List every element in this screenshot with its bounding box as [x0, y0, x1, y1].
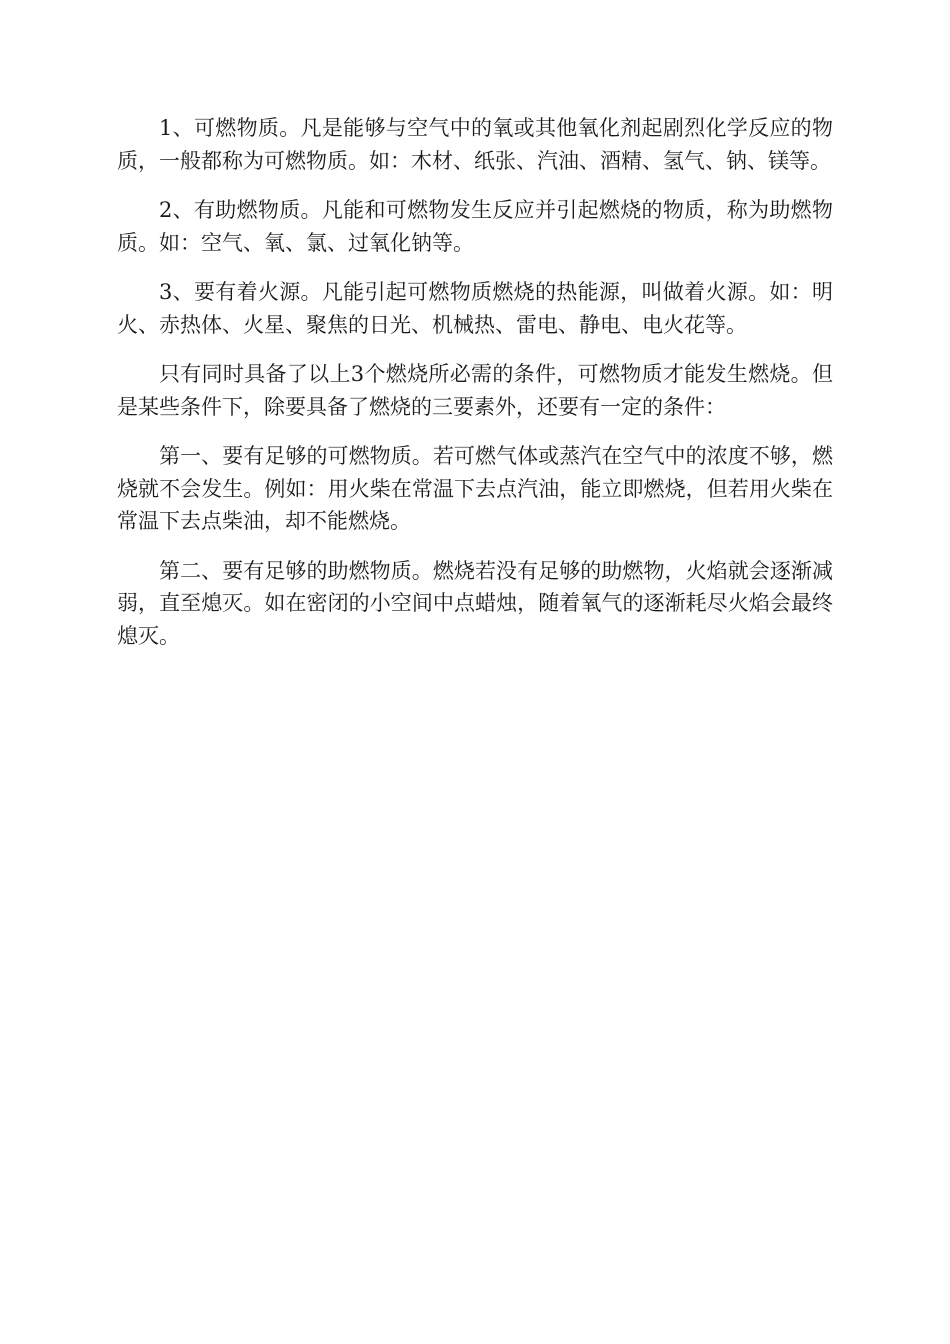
paragraph-combustible-material: 1、可燃物质。凡是能够与空气中的氧或其他氧化剂起剧烈化学反应的物质，一般都称为可燃物质。如：木材、纸张、汽油、酒精、氢气、钠、镁等。	[117, 116, 833, 173]
paragraph-first-condition: 第一、要有足够的可燃物质。若可燃气体或蒸汽在空气中的浓度不够，燃烧就不会发生。例如：用火柴在常温下去点汽油，能立即燃烧，但若用火柴在常温下去点柴油，却不能燃烧。	[117, 444, 833, 533]
paragraph-second-condition: 第二、要有足够的助燃物质。燃烧若没有足够的助燃物，火焰就会逐渐减弱，直至熄灭。如在密闭的小空间中点蜡烛，随着氧气的逐渐耗尽火焰会最终熄灭。	[117, 558, 833, 648]
paragraph-oxidizer: 2、有助燃物质。凡能和可燃物发生反应并引起燃烧的物质，称为助燃物质。如：空气、氧、氯、过氧化钠等。	[117, 198, 833, 255]
paragraph-ignition-source: 3、要有着火源。凡能引起可燃物质燃烧的热能源，叫做着火源。如：明火、赤热体、火星、聚焦的日光、机械热、雷电、静电、电火花等。	[117, 280, 833, 337]
paragraph-three-conditions: 只有同时具备了以上3个燃烧所必需的条件，可燃物质才能发生燃烧。但是某些条件下，除要具备了燃烧的三要素外，还要有一定的条件：	[117, 362, 833, 419]
document-body	[117, 112, 833, 669]
